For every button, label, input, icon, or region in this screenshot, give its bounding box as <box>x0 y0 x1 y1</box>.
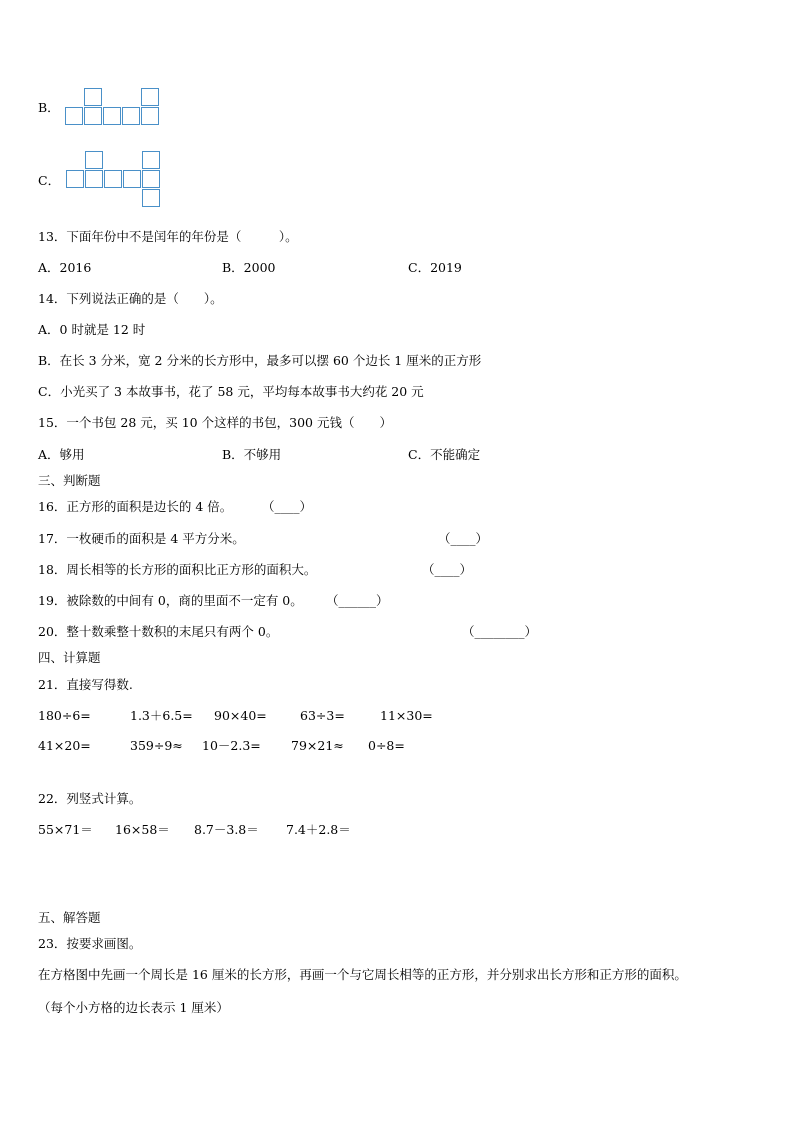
section-heading-judgment: 三、判断题 <box>38 473 101 488</box>
q22-item: 8.7－3.8＝ <box>194 822 259 837</box>
q23-stem: 23．按要求画图。 <box>38 936 142 951</box>
q21-item: 359÷9≈ <box>130 738 183 753</box>
net-cell <box>85 151 103 169</box>
q21-item: 10－2.3= <box>202 738 261 753</box>
q14-option-a: A．0 时就是 12 时 <box>38 322 146 337</box>
q21-stem: 21．直接写得数. <box>38 677 133 692</box>
net-cell <box>142 170 160 188</box>
q15-option-c: C．不能确定 <box>408 447 481 462</box>
q17-answer-blank[interactable]: （____） <box>438 531 489 546</box>
net-cell <box>104 170 122 188</box>
q21-item: 0÷8= <box>368 738 405 753</box>
option-c-cube-net <box>66 151 166 211</box>
q14-stem: 14．下列说法正确的是（ ）。 <box>38 291 223 306</box>
net-cell <box>84 88 102 106</box>
q13-option-b: B．2000 <box>222 260 276 275</box>
q18-stem: 18．周长相等的长方形的面积比正方形的面积大。 <box>38 562 317 577</box>
q19-answer-blank[interactable]: （______） <box>326 593 389 608</box>
q22-stem: 22．列竖式计算。 <box>38 791 142 806</box>
net-cell <box>142 189 160 207</box>
q22-item: 16×58＝ <box>115 822 170 837</box>
q21-item: 180÷6= <box>38 708 91 723</box>
q19-stem: 19．被除数的中间有 0，商的里面不一定有 0。 <box>38 593 303 608</box>
q21-item: 79×21≈ <box>291 738 344 753</box>
q21-item: 63÷3= <box>300 708 345 723</box>
q16-answer-blank[interactable]: （____） <box>262 499 313 514</box>
net-cell <box>85 170 103 188</box>
q16-stem: 16．正方形的面积是边长的 4 倍。 <box>38 499 233 514</box>
net-cell <box>84 107 102 125</box>
q13-option-a: A．2016 <box>38 260 92 275</box>
q14-option-b: B．在长 3 分米，宽 2 分米的长方形中，最多可以摆 60 个边长 1 厘米的正方形 <box>38 353 482 368</box>
q13-stem: 13．下面年份中不是闰年的年份是（ ）。 <box>38 229 298 244</box>
q20-answer-blank[interactable]: （________） <box>462 624 538 639</box>
section-heading-answer: 五、解答题 <box>38 910 101 925</box>
q13-option-c: C．2019 <box>408 260 462 275</box>
q17-stem: 17．一枚硬币的面积是 4 平方分米。 <box>38 531 245 546</box>
q15-stem: 15．一个书包 28 元，买 10 个这样的书包，300 元钱（ ） <box>38 415 392 430</box>
q23-body: 在方格图中先画一个周长是 16 厘米的长方形，再画一个与它周长相等的正方形，并分别求出长方形和正方形的面积。 <box>38 967 687 982</box>
net-cell <box>122 107 140 125</box>
net-cell <box>123 170 141 188</box>
q21-item: 90×40= <box>214 708 267 723</box>
q22-item: 7.4＋2.8＝ <box>286 822 351 837</box>
option-b-cube-net <box>65 88 165 130</box>
q18-answer-blank[interactable]: （____） <box>422 562 473 577</box>
q15-option-a: A．够用 <box>38 447 85 462</box>
q23-note: （每个小方格的边长表示 1 厘米） <box>38 1000 229 1015</box>
q20-stem: 20．整十数乘整十数积的末尾只有两个 0。 <box>38 624 279 639</box>
q14-option-c: C．小光买了 3 本故事书，花了 58 元，平均每本故事书大约花 20 元 <box>38 384 424 399</box>
option-c-label: C． <box>38 173 61 188</box>
net-cell <box>142 151 160 169</box>
net-cell <box>66 170 84 188</box>
net-cell <box>65 107 83 125</box>
net-cell <box>141 107 159 125</box>
q21-item: 41×20= <box>38 738 91 753</box>
net-cell <box>103 107 121 125</box>
net-cell <box>141 88 159 106</box>
option-b-label: B． <box>38 100 60 115</box>
section-heading-calculation: 四、计算题 <box>38 650 101 665</box>
q15-option-b: B．不够用 <box>222 447 282 462</box>
q22-item: 55×71＝ <box>38 822 93 837</box>
q21-item: 11×30= <box>380 708 433 723</box>
q21-item: 1.3＋6.5= <box>130 708 193 723</box>
